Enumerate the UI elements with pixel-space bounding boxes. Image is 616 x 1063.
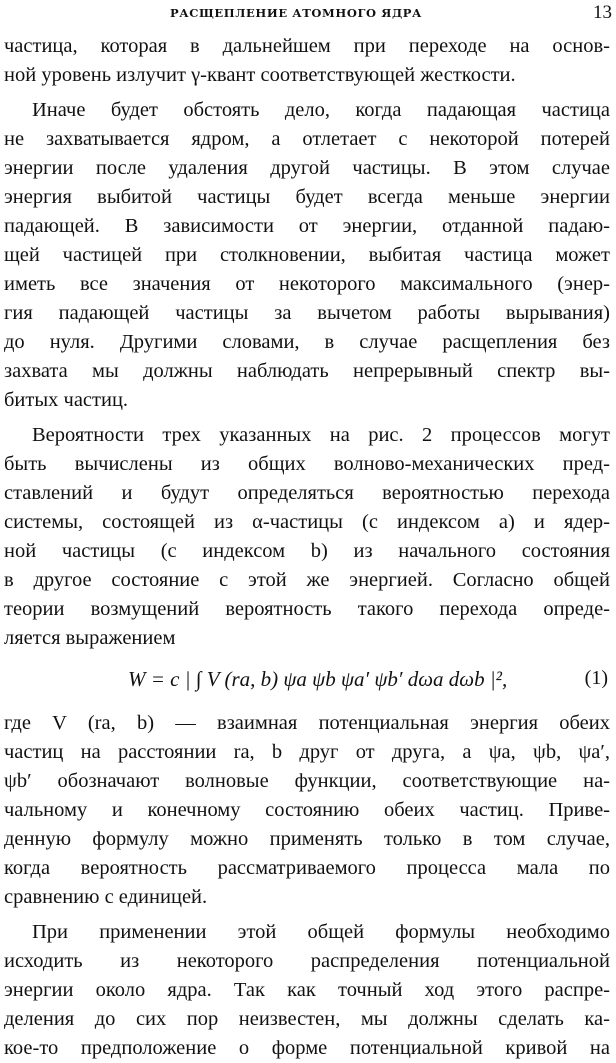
- text-line: кое-то предположение о форме потенциальной кривой на: [4, 1037, 610, 1059]
- text-line: ной уровень излучит γ-квант соответствующей жесткости.: [4, 64, 516, 86]
- text-line: ляется выражением: [4, 627, 176, 649]
- paragraph-potential: [4, 918, 610, 1063]
- text-line: системы, состоящей из α-частицы (с индексом a) и ядер-: [4, 511, 610, 533]
- text-line: энергия выбитой частицы будет всегда меньше энергии: [4, 186, 610, 208]
- text-line: деления до сих пор неизвестен, мы должны сделать ка-: [4, 1008, 610, 1030]
- text-line: щей частицей при столкновении, выбитая частица может: [4, 244, 610, 266]
- text-line: гия падающей частицы за вычетом работы вырывания): [4, 302, 610, 324]
- paragraph-capture: [4, 96, 610, 415]
- text-line: не захватывается ядром, а отлетает с некоторой потерей: [4, 128, 610, 150]
- text-line: теории возмущений вероятность такого перехода опреде-: [4, 598, 610, 620]
- text-line: исходить из некоторого распределения потенциальной: [4, 950, 610, 972]
- text-line: Иначе будет обстоять дело, когда падающая частица: [32, 99, 610, 121]
- text-line: частица, которая в дальнейшем при переходе на основ-: [4, 35, 610, 57]
- text-line: быть вычислены из общих волново-механических пред-: [4, 453, 610, 475]
- text-line: захвата мы должны наблюдать непрерывный спектр вы-: [4, 360, 610, 382]
- transition-probability-formula: W = c | ∫ V (ra, b) ψa ψb ψa′ ψb′ dωa dωb |²,: [128, 667, 508, 691]
- running-head: [0, 2, 616, 28]
- paragraph-notation: [4, 709, 610, 912]
- text-line: денную формулу можно применять только в том случае,: [4, 828, 610, 850]
- text-line: битых частиц.: [4, 389, 129, 411]
- text-line: ставлений и будут определяться вероятностью перехода: [4, 482, 610, 504]
- text-line: энергии после удаления другой частицы. В этом случае: [4, 157, 610, 179]
- text-line: сравнению с единицей.: [4, 886, 208, 908]
- paragraph-continuation: [4, 32, 610, 90]
- body-text: [4, 32, 610, 1063]
- page-number: 13: [593, 2, 612, 23]
- text-line: Вероятности трех указанных на рис. 2 процессов могут: [32, 424, 610, 446]
- text-line: При применении этой общей формулы необходимо: [32, 921, 610, 943]
- text-line: энергии около ядра. Так как точный ход этого распре-: [4, 979, 610, 1001]
- running-title: РАСЩЕПЛЕНИЕ АТОМНОГО ЯДРА: [170, 6, 422, 20]
- text-line: ной частицы (с индексом b) из начального состояния: [4, 540, 610, 562]
- text-line: иметь все значения от некоторого максимального (энер-: [4, 273, 610, 295]
- text-line: когда вероятность рассматриваемого процесса мала по: [4, 857, 610, 879]
- text-line: ψb′ обозначают волновые функции, соответствующие на-: [4, 770, 610, 792]
- text-line: частиц на расстоянии ra, b друг от друга, а ψa, ψb, ψa′,: [4, 741, 610, 763]
- paragraph-probabilities: [4, 421, 610, 653]
- text-line: в другое состояние с этой же энергией. Согласно общей: [4, 569, 610, 591]
- equation-number: (1): [584, 667, 608, 689]
- text-line: где V (ra, b) — взаимная потенциальная энергия обеих: [4, 712, 610, 734]
- text-line: падающей. В зависимости от энергии, отданной падаю-: [4, 215, 610, 237]
- text-line: до нуля. Другими словами, в случае расщепления без: [4, 331, 610, 353]
- text-line: чальному и конечному состоянию обеих частиц. Приве-: [4, 799, 610, 821]
- equation-block: [4, 659, 610, 705]
